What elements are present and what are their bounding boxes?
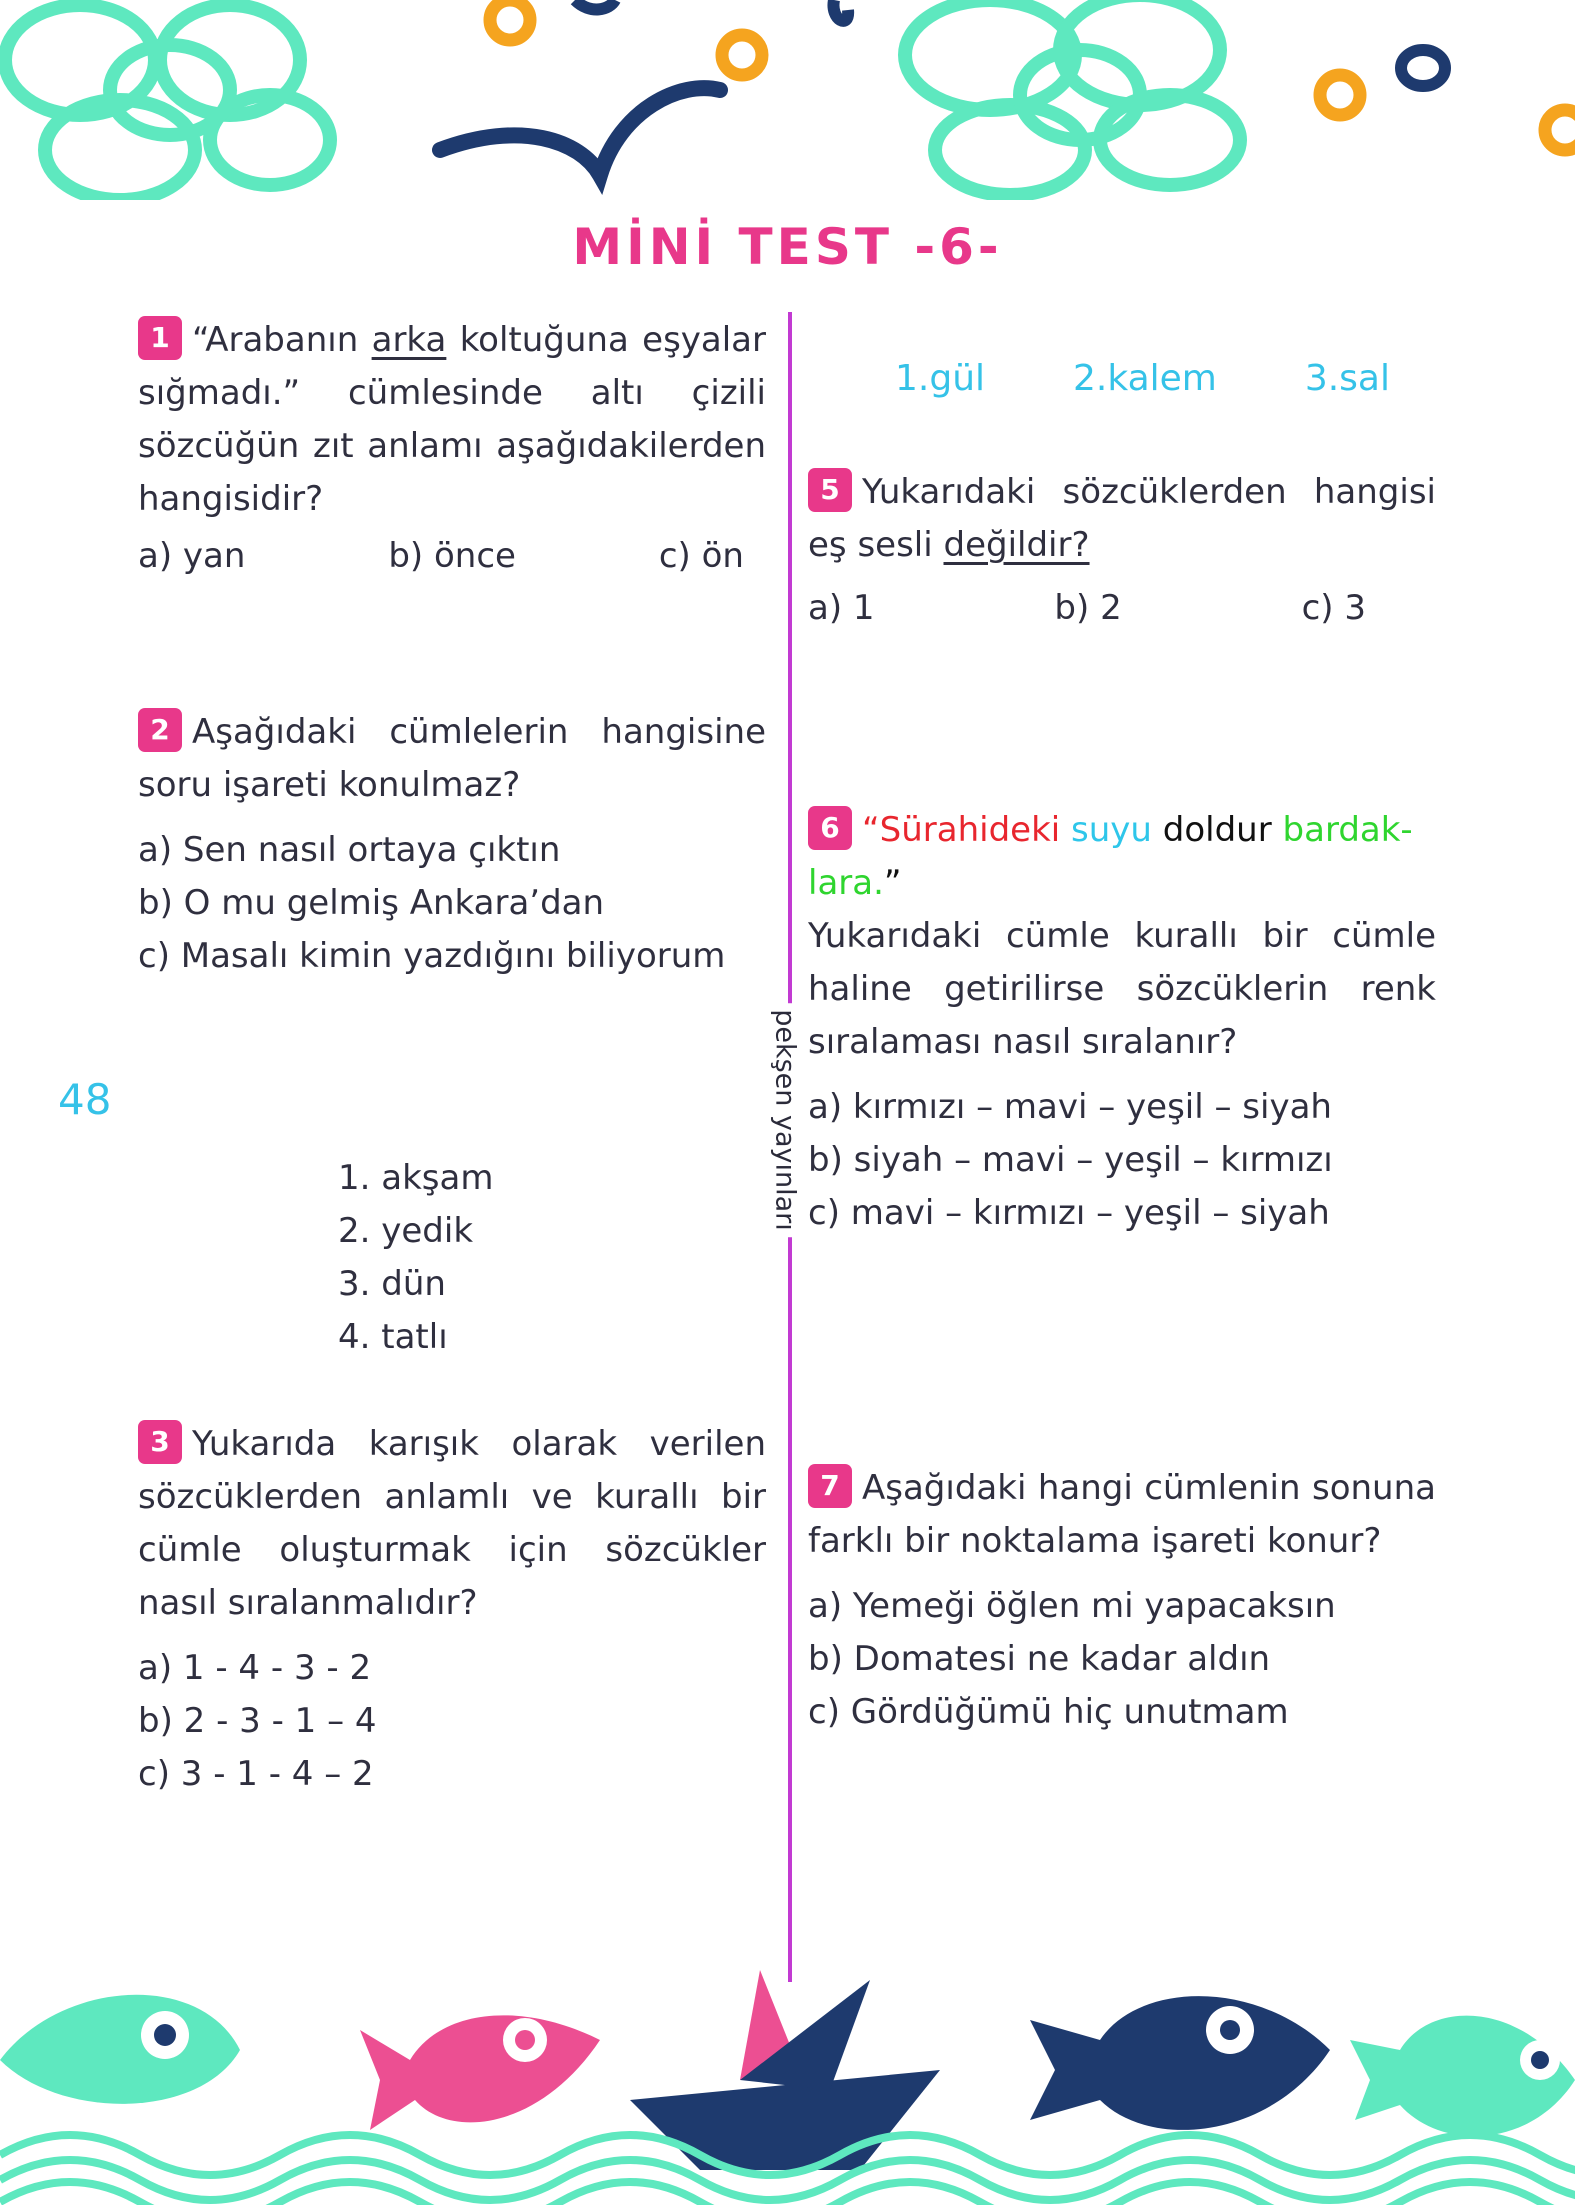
mint-fish-right-icon (1350, 2016, 1575, 2137)
option-c[interactable]: c) Masalı kimin yazdığını biliyorum (138, 936, 726, 976)
pink-fish-icon (360, 2015, 600, 2130)
publisher-label: pekşen yayınları (745, 990, 825, 1250)
option-b[interactable]: b) siyah – mavi – yeşil – kırmızı (808, 1140, 1333, 1180)
option-b[interactable]: b) 2 - 3 - 1 – 4 (138, 1701, 377, 1741)
option-b[interactable]: b) Domatesi ne kadar aldın (808, 1639, 1271, 1679)
question-number-badge: 3 (138, 1420, 182, 1464)
question-6-text: Yukarıdaki cümle kurallı bir cümle haline getirilirse sözcüklerin renk sıralaması nasıl sıralanır? (808, 916, 1436, 1062)
green-word: bardak- (1282, 810, 1413, 850)
word-item: 3.sal (1304, 358, 1390, 399)
navy-fish-icon (1030, 1996, 1330, 2130)
option-b[interactable]: b) 2 (1054, 588, 1122, 628)
question-5-word-list (895, 358, 1390, 399)
black-word: doldur (1162, 810, 1272, 850)
question-number-badge: 6 (808, 806, 852, 850)
question-7 (808, 1462, 1436, 1739)
question-number-badge: 2 (138, 708, 182, 752)
option-a[interactable]: a) 1 (808, 588, 875, 628)
question-6-options (808, 1081, 1436, 1240)
navy-ring-icon (575, 0, 1445, 86)
question-1-text: 1 “Arabanın arka koltuğuna eşyalar sığmadı.” cümlesinde altı çizili sözcüğün zıt anlamı aşağıdakilerden hangisidir? (138, 314, 766, 526)
question-6-sentence: 6 “Sürahideki suyu doldur bardak- lara.” (808, 804, 1436, 910)
question-6 (808, 804, 1436, 1240)
option-c[interactable]: c) 3 - 1 - 4 – 2 (138, 1754, 374, 1794)
option-a[interactable]: a) kırmızı – mavi – yeşil – siyah (808, 1087, 1332, 1127)
option-a[interactable]: a) 1 - 4 - 3 - 2 (138, 1648, 372, 1688)
question-1-options (138, 536, 766, 576)
question-3-options (138, 1642, 766, 1801)
top-decoration (0, 0, 1575, 200)
option-b[interactable]: b) O mu gelmiş Ankara’dan (138, 883, 605, 923)
option-a[interactable]: a) Sen nasıl ortaya çıktın (138, 830, 561, 870)
option-a[interactable]: a) yan (138, 536, 246, 576)
word-item: 1. akşam (338, 1158, 494, 1198)
word-item: 3. dün (338, 1264, 446, 1304)
bottom-decoration (0, 1940, 1575, 2205)
question-3-word-list (338, 1152, 493, 1364)
question-5-text: 5 Yukarıdaki sözcüklerden hangisi eş sesli değildir? (808, 466, 1436, 572)
word-item: 4. tatlı (338, 1317, 448, 1357)
question-number-badge: 5 (808, 468, 852, 512)
question-2-text: 2 Aşağıdaki cümlelerin hangisine soru işareti konulmaz? (138, 706, 766, 812)
word-item: 2. yedik (338, 1211, 474, 1251)
question-3 (138, 1418, 766, 1801)
option-c[interactable]: c) ön (658, 536, 744, 576)
question-number-badge: 1 (138, 316, 182, 360)
page-number: 48 (58, 1075, 112, 1124)
option-c[interactable]: c) Gördüğümü hiç unutmam (808, 1692, 1289, 1732)
red-word: Sürahideki (879, 810, 1061, 850)
question-number-badge: 7 (808, 1464, 852, 1508)
page-title: MİNİ TEST -6- (572, 218, 1003, 276)
option-c[interactable]: c) mavi – kırmızı – yeşil – siyah (808, 1193, 1330, 1233)
option-b[interactable]: b) önce (388, 536, 516, 576)
option-c[interactable]: c) 3 (1301, 588, 1366, 628)
question-1 (138, 314, 766, 576)
option-a[interactable]: a) Yemeği öğlen mi yapacaksın (808, 1586, 1336, 1626)
mint-flower-left-icon (5, 5, 330, 200)
question-5-options (808, 588, 1436, 628)
question-2-options (138, 824, 766, 983)
mint-fish-left-icon (0, 1995, 240, 2104)
word-item: 2.kalem (1073, 358, 1217, 399)
question-5 (808, 466, 1436, 628)
question-2 (138, 706, 766, 983)
blue-word: suyu (1071, 810, 1152, 850)
question-3-text: 3 Yukarıda karışık olarak verilen sözcüklerden anlamlı ve kurallı bir cümle oluşturmak için sözcükler nasıl sıralanmalıdır? (138, 1418, 766, 1630)
word-item: 1.gül (895, 358, 986, 399)
mint-flower-right-icon (905, 0, 1240, 195)
question-7-text: 7 Aşağıdaki hangi cümlenin sonuna farklı bir noktalama işareti konur? (808, 1462, 1436, 1568)
question-7-options (808, 1580, 1436, 1739)
seagull-icon (440, 88, 720, 175)
